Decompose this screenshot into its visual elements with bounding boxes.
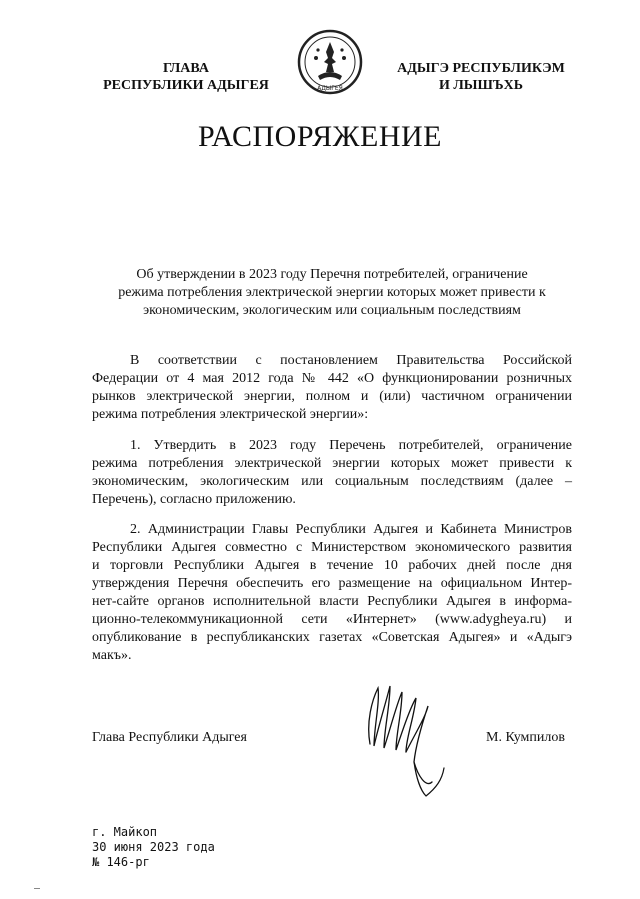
item-2-paragraph — [92, 521, 572, 665]
issuer-title-line: АДЫГЭ РЕСПУБЛИКЭМ — [397, 61, 565, 76]
issuer-header-adyghe — [386, 60, 576, 94]
signatory-name: М. Кумпилов — [486, 730, 565, 745]
paragraph-line: нет-сайте органов исполнительной власти Республики Адыгея в информа- — [92, 594, 572, 609]
paragraph-line: режима потребления электрической энергии»: — [92, 407, 369, 422]
subject-line: экономическим, экологическим или социальным последствиям — [143, 303, 521, 318]
seal-lettering: АДЫГЕЯ — [317, 85, 343, 92]
item-1-paragraph — [92, 437, 572, 509]
paragraph-line: Федерации от 4 мая 2012 года № 442 «О функционировании розничных — [92, 371, 572, 386]
issuer-title-line: ГЛАВА — [163, 61, 209, 76]
issuer-title-line: РЕСПУБЛИКИ АДЫГЕЯ — [103, 78, 269, 93]
document-subject — [92, 266, 572, 320]
paragraph-line: режима потребления электрической энергии которых может привести к — [92, 456, 572, 471]
subject-line: режима потребления электрической энергии которых может привести к — [118, 285, 546, 300]
issuer-title-line: И ЛЫШЪХЬ — [438, 78, 524, 93]
issue-place: г. Майкоп — [92, 825, 158, 839]
paragraph-line: Перечень), согласно приложению. — [92, 492, 296, 507]
handwritten-signature — [356, 672, 446, 800]
paragraph-line: Республики Адыгея совместно с Министерством экономического развития — [92, 540, 572, 555]
subject-line: Об утверждении в 2023 году Перечня потребителей, ограничение — [136, 267, 528, 282]
paragraph-line: экономическим, экологическим или социальным последствиям (далее – — [92, 474, 572, 489]
paragraph-line: 2. Администрации Главы Республики Адыгея и Кабинета Министров — [130, 522, 572, 537]
scan-artifact — [34, 888, 40, 889]
paragraph-line: утверждения Перечня обеспечить его размещение на официальном Интер- — [92, 576, 572, 591]
document-title: РАСПОРЯЖЕНИЕ — [197, 120, 443, 153]
document-registration — [92, 825, 215, 870]
signatory-position: Глава Республики Адыгея — [92, 730, 247, 745]
paragraph-line: макъ». — [92, 648, 132, 663]
coat-of-arms-emblem — [296, 28, 364, 96]
issue-date: 30 июня 2023 года — [92, 840, 215, 854]
basis-paragraph — [92, 352, 572, 424]
paragraph-line: опубликование в республиканских газетах «Советская Адыгея» и «Адыгэ — [92, 630, 572, 645]
paragraph-line: ционно-телекоммуникационной сети «Интернет» (www.adygheya.ru) и — [92, 612, 572, 627]
paragraph-line: и торговли Республики Адыгея в течение 10 рабочих дней после дня — [92, 558, 572, 573]
issuer-header-russian — [86, 60, 286, 94]
paragraph-line: рынков электрической энергии, полном и (или) частичном ограничении — [92, 389, 572, 404]
paragraph-line: В соответствии с постановлением Правительства Российской — [130, 353, 572, 368]
document-number: № 146-рг — [92, 855, 150, 869]
paragraph-line: 1. Утвердить в 2023 году Перечень потребителей, ограничение — [130, 438, 572, 453]
